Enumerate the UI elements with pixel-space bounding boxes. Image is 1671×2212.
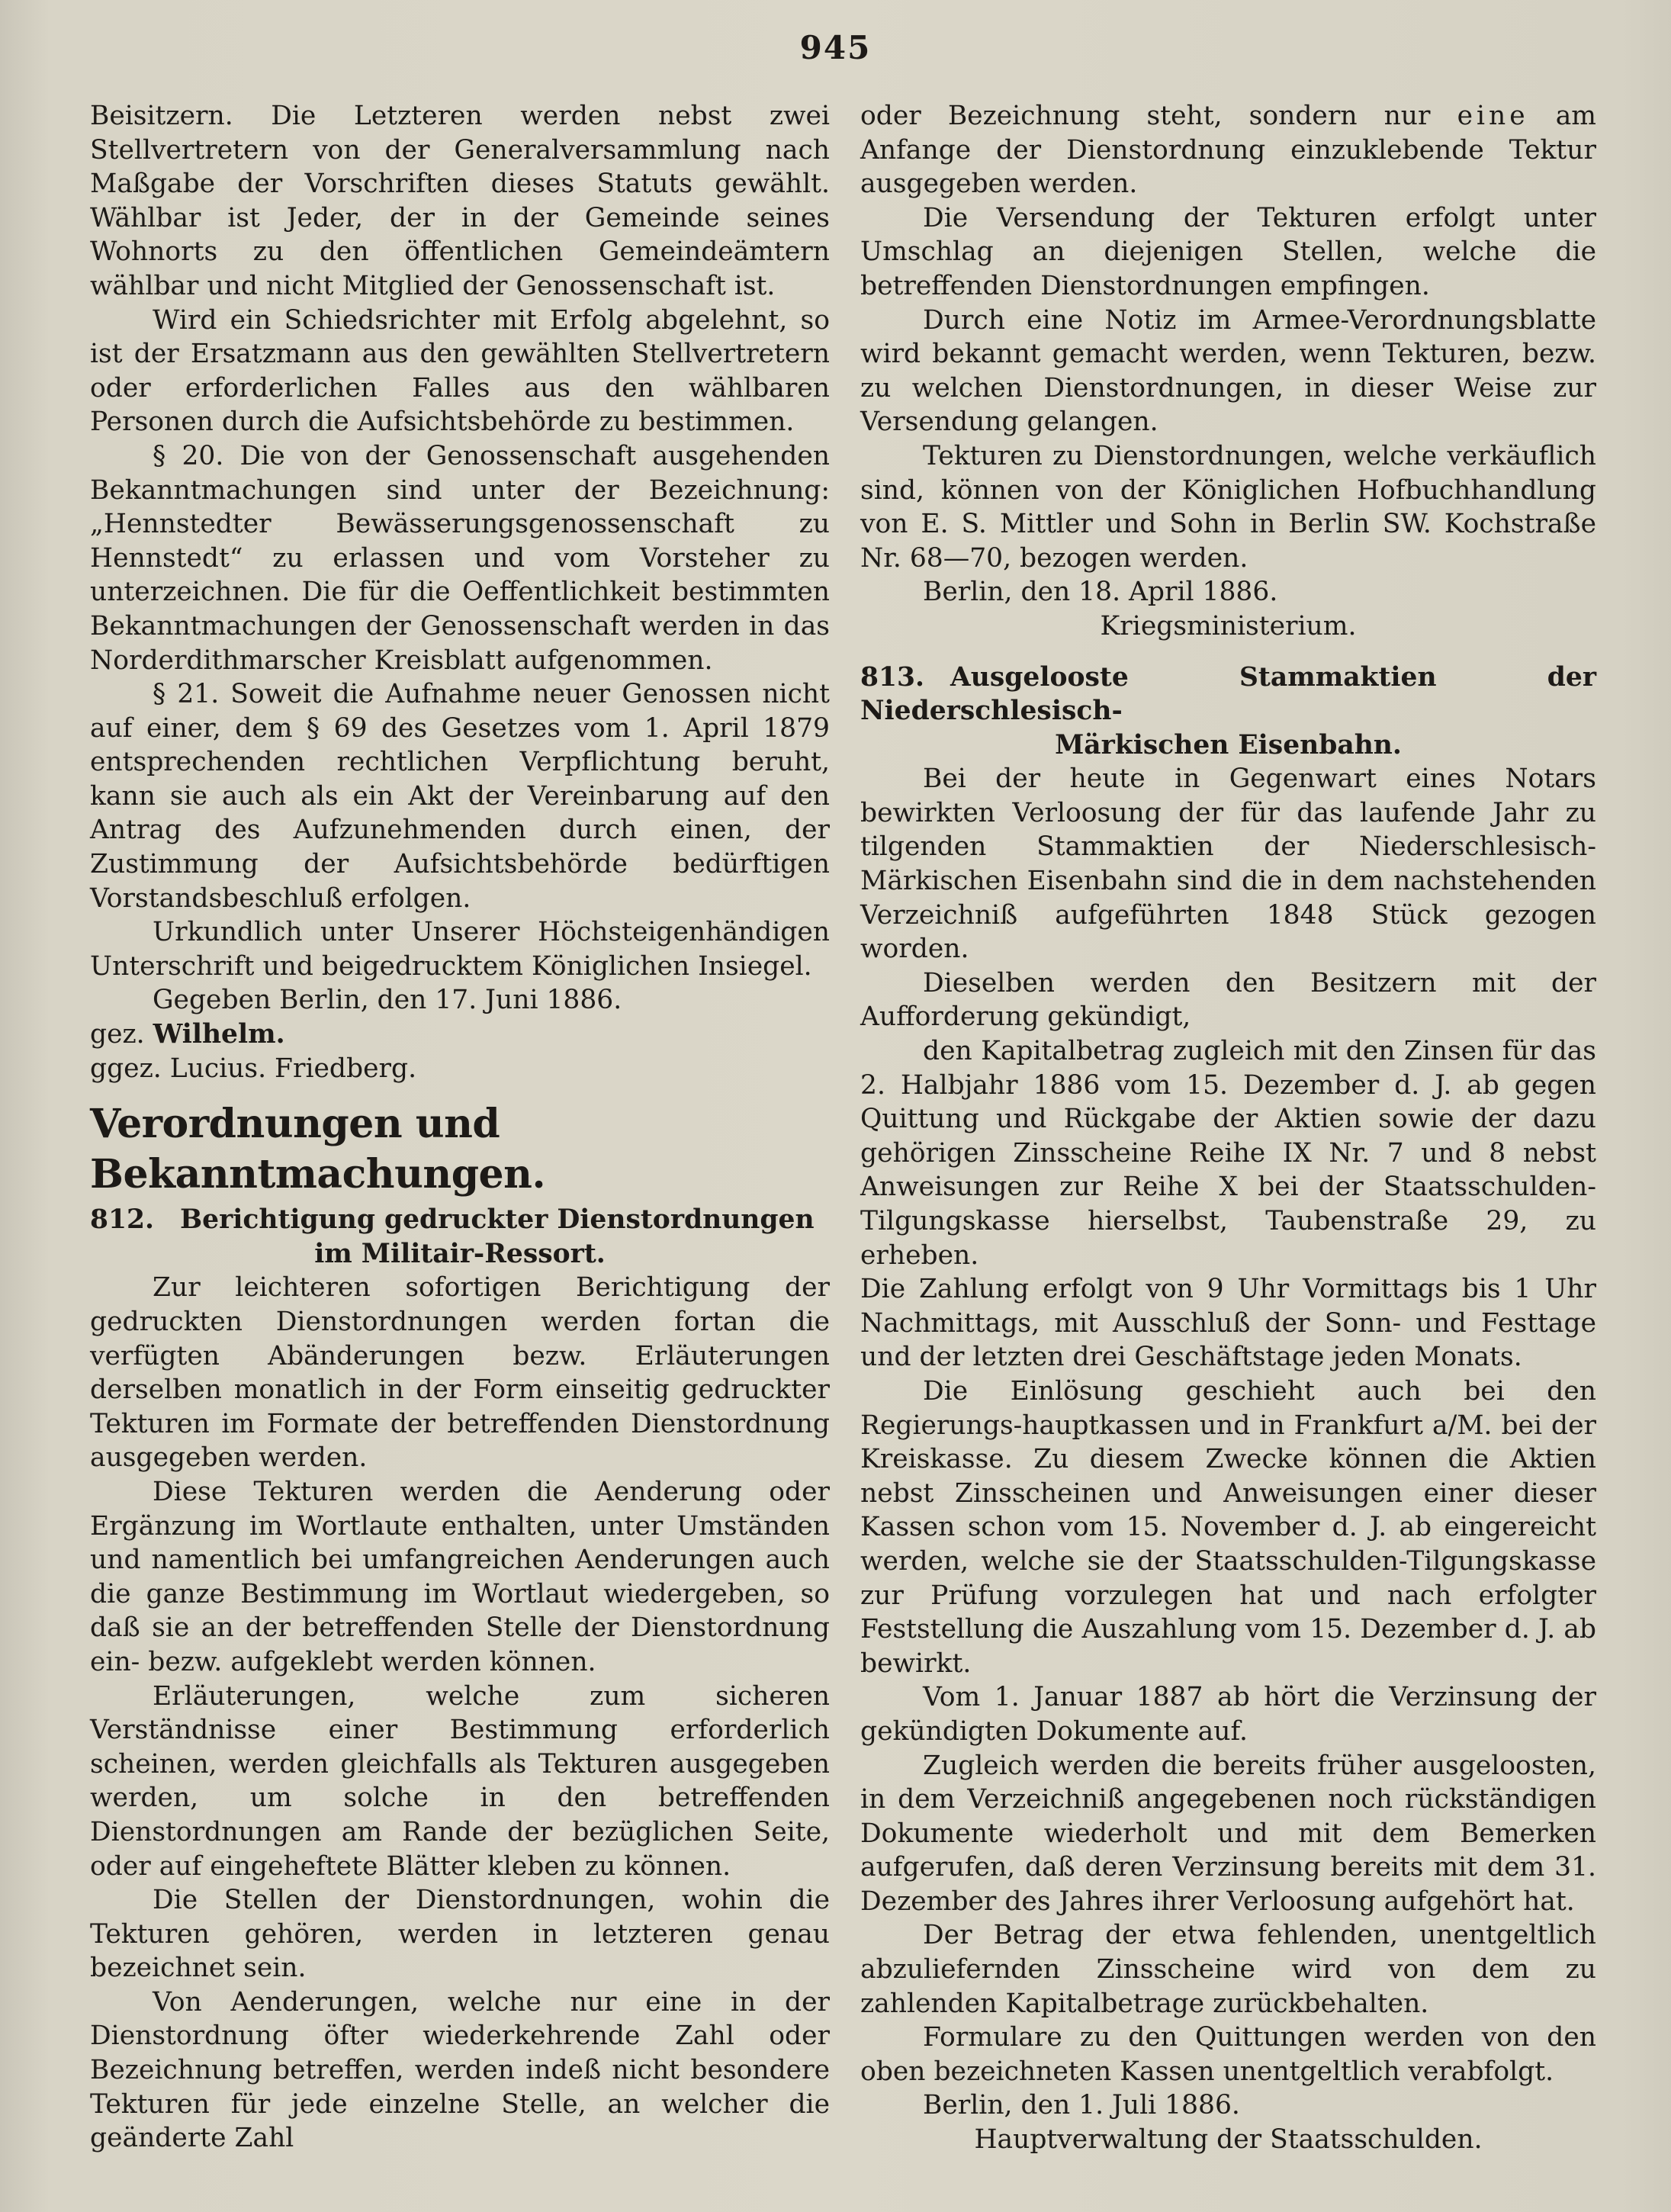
paragraph-section-21: § 21. Soweit die Aufnahme neuer Genossen nicht auf einer, dem § 69 des Gesetzes vom 1. April 1879 entsprechenden rechtlichen Verpflichtung beruht, kann sie auch als ein Akt der Vereinbarung auf den Antrag des Aufzunehmenden durch einen, der Zustimmung der Aufsichtsbehörde bedürftigen Vorstandsbeschluß erfolgen.	[90, 679, 830, 914]
paragraph: Dieselben werden den Besitzern mit der Aufforderung gekündigt,	[860, 967, 1596, 1033]
date-line: Berlin, den 18. April 1886.	[923, 577, 1278, 608]
signature-gez: gez.	[90, 1019, 145, 1050]
countersignature: ggez. Lucius. Friedberg.	[90, 1053, 417, 1084]
article-812-heading	[90, 1203, 830, 1271]
date-line: Berlin, den 1. Juli 1886.	[923, 2090, 1240, 2121]
paragraph	[860, 99, 1596, 201]
paragraph: Die Einlösung geschieht auch bei den Regierungs-hauptkassen und in Frankfurt a/M. bei der Kreiskasse. Zu diesem Zwecke können die Aktien nebst Zinsscheinen und Anweisungen einer dieser Kassen schon vom 15. November d. J. ab eingereicht werden, welche sie der Staatsschulden-Tilgungskasse zur Prüfung vorzulegen hat und nach erfolgter Feststellung die Auszahlung vom 15. Dezember d. J. ab bewirkt.	[860, 1375, 1596, 1679]
paragraph-section-20: § 20. Die von der Genossenschaft ausgehenden Bekanntmachungen sind unter der Bezeichnung: „Hennstedter Bewässerungsgenossenschaft zu Hennstedt“ zu erlassen und vom Vorsteher zu unterzeichnen. Die für die Oeffentlichkeit bestimmten Bekanntmachungen der Genossenschaft werden in das Norderdithmarscher Kreisblatt aufgenommen.	[90, 440, 830, 676]
given-date: Gegeben Berlin, den 17. Juni 1886.	[153, 985, 622, 1016]
paragraph: Der Betrag der etwa fehlenden, unentgeltlich abzuliefernden Zinsscheine wird von dem zu zahlenden Kapitalbetrage zurückbehalten.	[860, 1920, 1596, 2019]
article-number: 813.	[860, 661, 925, 693]
signature-line	[90, 1018, 830, 1052]
page-number: 945	[799, 29, 872, 66]
right-column	[860, 99, 1596, 2157]
paragraph: Von Aenderungen, welche nur eine in der Dienstordnung öfter wiederkehrende Zahl oder Bezeichnung betreffen, werden indeß nicht besondere Tekturen für jede einzelne Stelle, an welcher die geänderte Zahl	[90, 1986, 830, 2154]
article-title: Ausgelooste Stammaktien der Niederschlesisch-	[860, 661, 1596, 727]
paragraph: Formulare zu den Quittungen werden von den oben bezeichneten Kassen unentgeltlich verabfolgt.	[860, 2022, 1596, 2087]
paragraph: den Kapitalbetrag zugleich mit den Zinsen für das 2. Halbjahr 1886 vom 15. Dezember d. J. ab gegen Quittung und Rückgabe der Aktien sowie der dazu gehörigen Zinsscheine Reihe IX Nr. 7 und 8 nebst Anweisungen zur Reihe X bei der Staatsschulden-Tilgungskasse hierselbst, Taubenstraße 29, zu erheben.	[860, 1036, 1596, 1271]
paragraph: Zur leichteren sofortigen Berichtigung der gedruckten Dienstordnungen werden fortan die verfügten Abänderungen bezw. Erläuterungen derselben monatlich in der Form einseitig gedruckter Tekturen im Formate der betreffenden Dienstordnung ausgegeben werden.	[90, 1272, 830, 1474]
signature-authority: Hauptverwaltung der Staatsschulden.	[974, 2124, 1483, 2156]
text-run: oder Bezeichnung steht, sondern nur	[860, 101, 1457, 131]
article-title-line2: Märkischen Eisenbahn.	[1055, 729, 1402, 760]
paragraph: Bei der heute in Gegenwart eines Notars bewirkten Verloosung der für das laufende Jahr zu tilgenden Stammaktien der Niederschlesisch-Märkischen Eisenbahn sind die in dem nachstehenden Verzeichniß aufgeführten 1848 Stück gezogen worden.	[860, 764, 1596, 965]
paragraph: Urkundlich unter Unserer Höchsteigenhändigen Unterschrift und beigedrucktem Königlichen Insiegel.	[90, 917, 830, 982]
signature-name: Wilhelm.	[153, 1019, 285, 1050]
article-number: 812.	[90, 1204, 155, 1236]
article-title: Berichtigung gedruckter Dienstordnungen	[180, 1204, 815, 1236]
paragraph: Die Zahlung erfolgt von 9 Uhr Vormittags bis 1 Uhr Nachmittags, mit Ausschluß der Sonn- und Festtage und der letzten drei Geschäftstage jeden Monats.	[860, 1274, 1596, 1373]
paragraph: Beisitzern. Die Letzteren werden nebst zwei Stellvertretern von der Generalversammlung nach Maßgabe der Vorschriften dieses Statuts gewählt. Wählbar ist Jeder, der in der Gemeinde seines Wohnorts zu den öffentlichen Gemeindeämtern wählbar und nicht Mitglied der Genossenschaft ist.	[90, 101, 830, 301]
paragraph: Vom 1. Januar 1887 ab hört die Verzinsung der gekündigten Dokumente auf.	[860, 1682, 1596, 1747]
left-column	[90, 99, 830, 2156]
article-813-heading	[860, 661, 1596, 763]
text-run: am Anfange der Dienstordnung einzuklebende Tektur ausgegeben werden.	[860, 101, 1597, 200]
article-title-line2: im Militair-Ressort.	[314, 1238, 606, 1269]
paragraph: Erläuterungen, welche zum sicheren Verständnisse einer Bestimmung erforderlich scheinen, werden gleichfalls als Tekturen ausgegeben werden, um solche in den betreffenden Dienstordnungen am Rande der bezüglichen Seite, oder auf eingeheftete Blätter kleben zu können.	[90, 1680, 830, 1882]
paragraph: Diese Tekturen werden die Aenderung oder Ergänzung im Wortlaute enthalten, unter Umständen und namentlich bei umfangreichen Aenderungen auch die ganze Bestimmung im Wortlaut wiedergeben, so daß sie an der betreffenden Stelle der Dienstordnung ein- bezw. aufgeklebt werden können.	[90, 1476, 830, 1677]
paragraph: Zugleich werden die bereits früher ausgeloosten, in dem Verzeichniß angegebenen noch rückständigen Dokumente wiederholt und mit dem Bemerken aufgerufen, daß deren Verzinsung bereits mit dem 31. Dezember des Jahres ihrer Verloosung aufgehört hat.	[860, 1750, 1596, 1917]
signature-ministry: Kriegsministerium.	[1100, 610, 1357, 641]
paragraph: Wird ein Schiedsrichter mit Erfolg abgelehnt, so ist der Ersatzmann aus den gewählten Stellvertretern oder erforderlichen Falles aus den wählbaren Personen durch die Aufsichtsbehörde zu bestimmen.	[90, 304, 830, 438]
paragraph: Tekturen zu Dienstordnungen, welche verkäuflich sind, können von der Königlichen Hofbuchhandlung von E. S. Mittler und Sohn in Berlin SW. Kochstraße Nr. 68—70, bezogen werden.	[860, 440, 1596, 574]
paragraph: Die Versendung der Tekturen erfolgt unter Umschlag an diejenigen Stellen, welche die betreffenden Dienstordnungen empfingen.	[860, 202, 1596, 301]
section-heading: Verordnungen und Bekanntmachungen.	[90, 1101, 546, 1198]
paragraph: Die Stellen der Dienstordnungen, wohin die Tekturen gehören, werden in letzteren genau bezeichnet sein.	[90, 1885, 830, 1984]
emphasis-eine: eine	[1457, 101, 1529, 131]
paragraph: Durch eine Notiz im Armee-Verordnungsblatte wird bekannt gemacht werden, wenn Tekturen, bezw. zu welchen Dienstordnungen, in dieser Weise zur Versendung gelangen.	[860, 304, 1596, 438]
